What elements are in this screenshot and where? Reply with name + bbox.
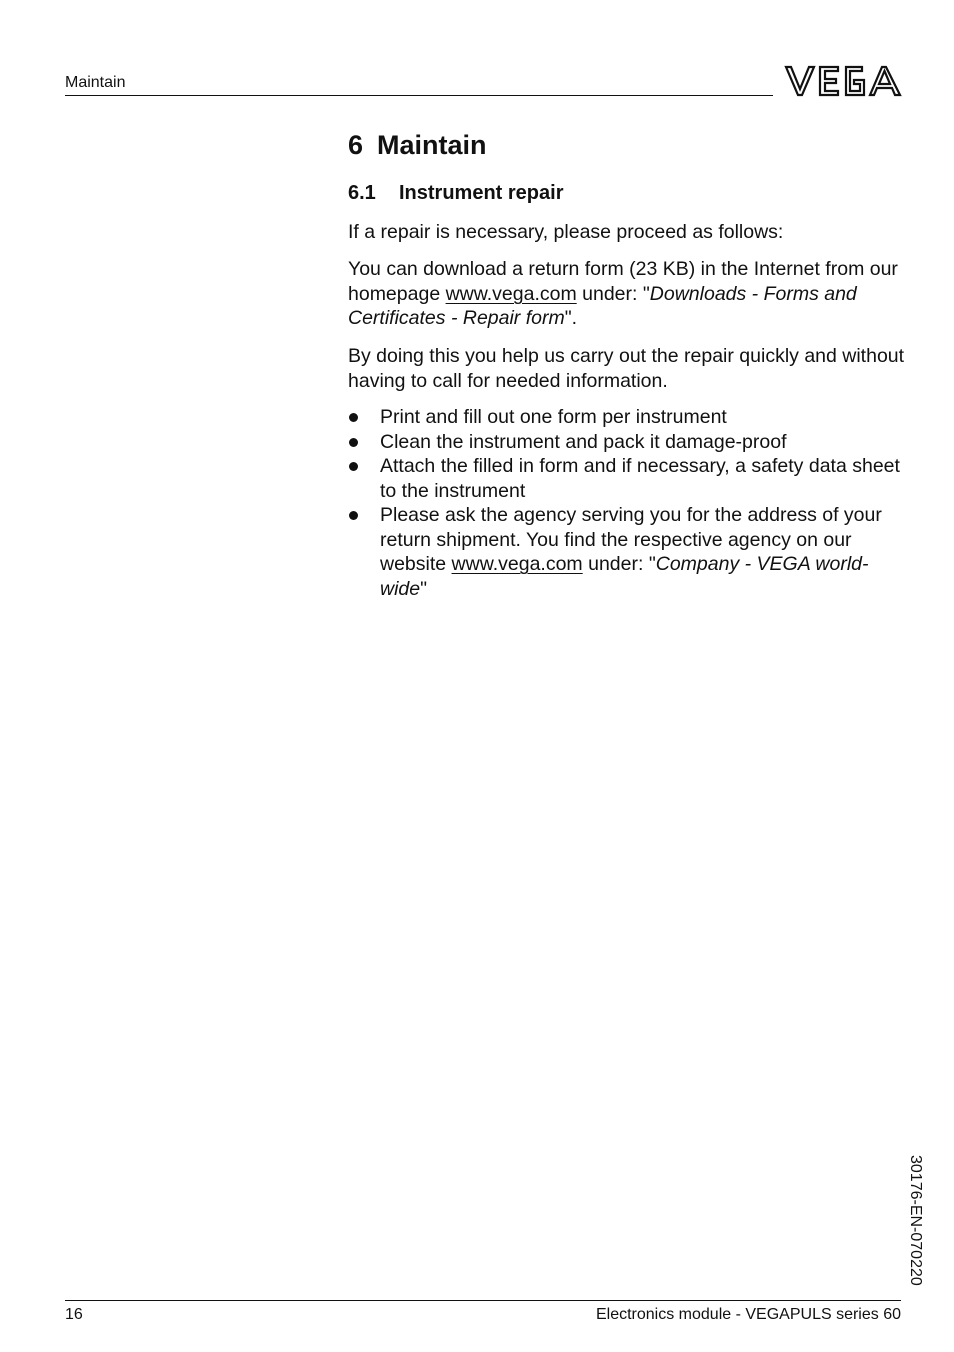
running-header: Maintain — [65, 74, 126, 91]
benefit-paragraph: By doing this you help us carry out the repair quickly and without having to call for needed information. — [348, 345, 905, 392]
list-item — [348, 503, 908, 601]
list-item-text: Print and fill out one form per instrument — [380, 406, 727, 428]
vega-logo — [784, 65, 902, 97]
list-item-text-end: " — [420, 577, 428, 600]
intro-paragraph: If a repair is necessary, please proceed as follows: — [348, 221, 784, 243]
header-divider — [65, 95, 773, 96]
list-item-text-middle: under: " — [582, 553, 656, 575]
bullet-icon — [349, 413, 358, 422]
vega-website-link[interactable]: www.vega.com — [451, 553, 583, 575]
footer-divider — [65, 1300, 901, 1301]
list-item — [348, 405, 908, 430]
section-title — [348, 180, 563, 206]
list-item-text: Clean the instrument and pack it damage-proof — [380, 430, 787, 453]
footer-document-title: Electronics module - VEGAPULS series 60 — [595, 1306, 901, 1323]
list-item — [348, 430, 908, 455]
vega-website-link[interactable]: www.vega.com — [445, 282, 577, 305]
website-path: Company - VEGA world-wide — [380, 553, 869, 600]
chapter-title — [348, 128, 487, 162]
download-text-middle: under: " — [576, 282, 650, 305]
download-text: You can download a return form (23 KB) in the Internet from our homepage — [348, 258, 898, 305]
list-item-text: Attach the filled in form and if necessary, a safety data sheet to the instrument — [380, 455, 900, 502]
bullet-icon — [349, 438, 358, 447]
page-number: 16 — [65, 1306, 83, 1323]
section-number: 6.1 — [348, 182, 376, 204]
document-code: 30176-EN-070220 — [907, 1155, 924, 1286]
download-text-end: ". — [564, 307, 578, 329]
list-item-text: Please ask the agency serving you for the address of your return shipment. You find the respective agency on our website — [380, 504, 882, 575]
bullet-icon — [349, 462, 358, 471]
repair-steps-list — [348, 405, 908, 601]
bullet-icon — [349, 511, 358, 520]
chapter-number: 6 — [348, 130, 364, 160]
list-item — [348, 454, 908, 503]
download-path: Downloads - Forms and Certificates - Repair form — [348, 282, 857, 329]
download-paragraph — [348, 257, 908, 331]
chapter-title-text: Maintain — [377, 130, 487, 160]
section-title-text: Instrument repair — [399, 182, 564, 204]
